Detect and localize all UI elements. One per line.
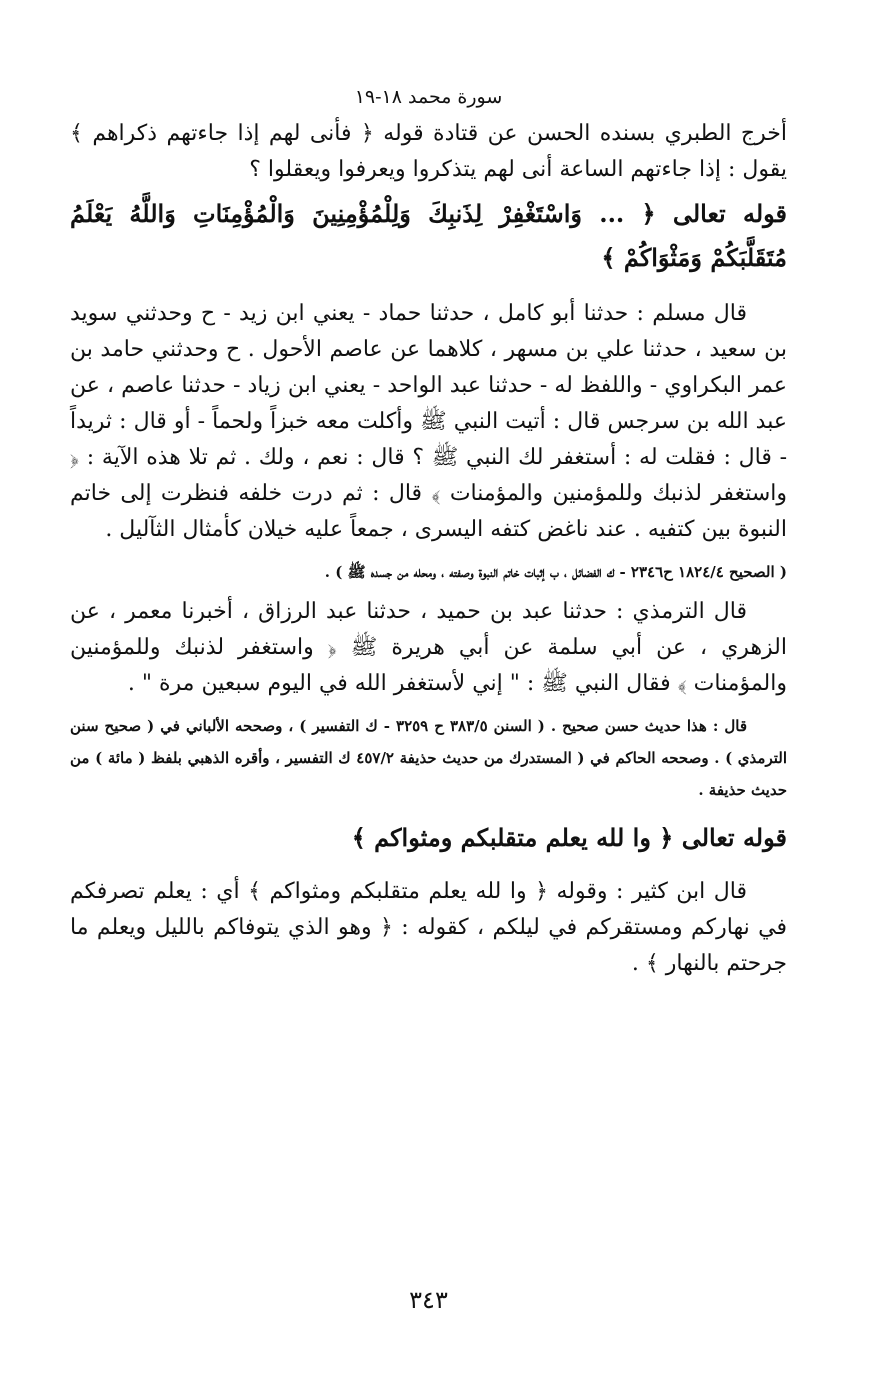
reference-sahih: ( الصحيح ١٨٢٤/٤ ح٢٣٤٦ - ك الفضائل ، ب إثبات خاتم النبوة وصفته ، ومحله من جسده ﷺ ) . bbox=[324, 563, 787, 581]
book-page bbox=[70, 0, 787, 1387]
verse-heading-mutaqallab: قوله تعالى ﴿ وا لله يعلم متقلبكم ومثواكم ﴾ bbox=[351, 823, 787, 852]
paragraph-tabari: أخرج الطبري بسنده الحسن عن قتادة قوله ﴿ فأنى لهم إذا جاءتهم ذكراهم ﴾ يقول : إذا جاءتهم الساعة أنى لهم يتذكروا ويعرفوا ويعقلوا ؟ bbox=[70, 121, 787, 182]
running-head: سورة محمد ١٨-١٩ bbox=[354, 86, 503, 108]
paragraph-muslim: قال مسلم : حدثنا أبو كامل ، حدثنا حماد - يعني ابن زيد - ح وحدثني سويد بن سعيد ، حدثنا علي بن مسهر ، كلاهما عن عاصم الأحول . ح وحدثني حامد بن عمر البكراوي - واللفظ له - حدثنا عبد الواحد - يعني ابن زياد - حدثنا عاصم ، عن عبد الله بن سرجس قال : أتيت النبي ﷺ وأكلت معه خبزاً ولحماً - أو قال : ثريداً - قال : فقلت له : أستغفر لك النبي ﷺ ؟ قال : نعم ، ولك . ثم تلا هذه الآية : ﴿ واستغفر لذنبك وللمؤمنين والمؤمنات ﴾ قال : ثم درت خلفه فنظرت إلى خاتم النبوة بين كتفيه . عند ناغض كتفه اليسرى ، جمعاً عليه خيلان كأمثال الثآليل . bbox=[70, 301, 787, 542]
verse-heading-istighfar: قوله تعالى ﴿ ... وَاسْتَغْفِرْ لِذَنبِكَ وَلِلْمُؤْمِنِينَ وَالْمُؤْمِنَاتِ وَاللَّهُ يَعْلَمُ مُتَقَلَّبَكُمْ وَمَثْوَاكُمْ ﴾ bbox=[70, 199, 787, 272]
page-number: ٣٤٣ bbox=[409, 1286, 448, 1314]
paragraph-tirmidhi: قال الترمذي : حدثنا عبد بن حميد ، حدثنا عبد الرزاق ، أخبرنا معمر ، عن الزهري ، عن أبي سلمة عن أبي هريرة ﷺ ﴿ واستغفر لذنبك وللمؤمنين والمؤمنات ﴾ فقال النبي ﷺ : " إني لأستغفر الله في اليوم سبعين مرة " . bbox=[70, 599, 787, 696]
reference-sunan: قال : هذا حديث حسن صحيح . ( السنن ٣٨٣/٥ ح ٣٢٥٩ - ك التفسير ) ، وصححه الألباني في ( صحيح سنن الترمذي ) . وصححه الحاكم في ( المستدرك من حديث حذيفة ٤٥٧/٢ ك التفسير ، وأقره الذهبي بلفظ ( مائة ) من حديث حذيفة . bbox=[70, 717, 787, 799]
paragraph-ibn-kathir: قال ابن كثير : وقوله ﴿ وا لله يعلم متقلبكم ومثواكم ﴾ أي : يعلم تصرفكم في نهاركم ومستقركم في ليلكم ، كقوله : ﴿ وهو الذي يتوفاكم بالليل ويعلم ما جرحتم بالنهار ﴾ . bbox=[70, 879, 787, 976]
page-body bbox=[70, 116, 787, 982]
